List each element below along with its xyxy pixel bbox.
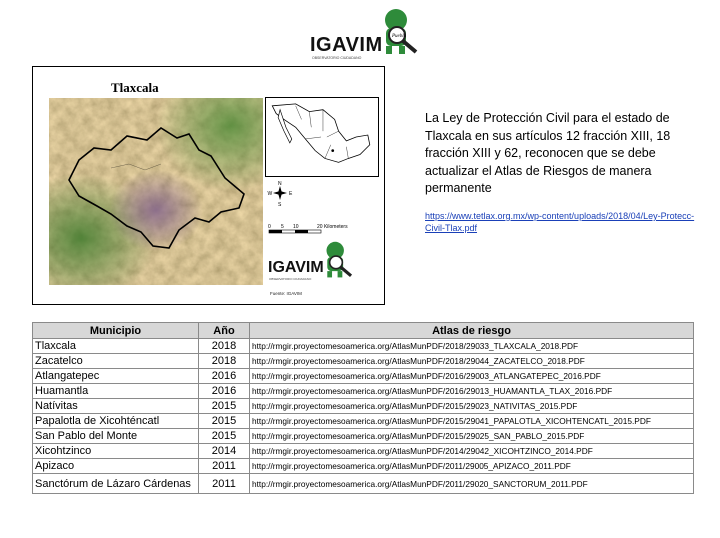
atlas-url-cell[interactable]: http://rmgir.proyectomesoamerica.org/AtlasMunPDF/2015/29025_SAN_PABLO_2015.PDF — [250, 429, 694, 444]
municipio-cell: Papalotla de Xicohténcatl — [33, 414, 199, 429]
svg-text:S: S — [278, 202, 282, 207]
svg-text:N: N — [278, 181, 282, 187]
table-row — [33, 399, 694, 414]
atlas-url-cell[interactable]: http://rmgir.proyectomesoamerica.org/AtlasMunPDF/2011/29005_APIZACO_2011.PDF — [250, 459, 694, 474]
logo-badge: Puebla — [392, 34, 407, 39]
municipio-cell: Xicohtzinco — [33, 444, 199, 459]
municipio-cell: Apizaco — [33, 459, 199, 474]
anio-cell: 2018 — [199, 339, 250, 354]
municipio-cell: Sanctórum de Lázaro Cárdenas — [33, 474, 199, 494]
law-link[interactable]: https://www.tetlax.org.mx/wp-content/uploads/2018/04/Ley-Protecc-Civil-Tlax.pdf — [425, 211, 695, 233]
atlas-url-cell[interactable]: http://rmgir.proyectomesoamerica.org/AtlasMunPDF/2014/29042_XICOHTZINCO_2014.PDF — [250, 444, 694, 459]
municipio-cell: Tlaxcala — [33, 339, 199, 354]
magnifier-mascot-icon — [372, 8, 422, 56]
map-source: Fuente: IGAVIM — [270, 291, 302, 296]
anio-cell: 2018 — [199, 354, 250, 369]
anio-cell: 2016 — [199, 369, 250, 384]
municipio-cell: Zacatelco — [33, 354, 199, 369]
atlas-url-cell[interactable]: http://rmgir.proyectomesoamerica.org/AtlasMunPDF/2011/29020_SANCTORUM_2011.PDF — [250, 474, 694, 494]
magnifier-mascot-icon — [316, 241, 356, 279]
table-row — [33, 474, 694, 494]
svg-text:W: W — [267, 191, 273, 197]
description-text: La Ley de Protección Civil para el estado de Tlaxcala en sus artículos 12 fracción XIII, 18 fracción XIII y 62, reconocen que se debe actualizar el Atlas de Riesgos de manera permanente — [425, 111, 671, 195]
anio-cell: 2011 — [199, 459, 250, 474]
atlas-url-cell[interactable]: http://rmgir.proyectomesoamerica.org/AtlasMunPDF/2015/29023_NATIVITAS_2015.PDF — [250, 399, 694, 414]
municipio-cell: Atlangatepec — [33, 369, 199, 384]
table-row — [33, 354, 694, 369]
column-header-anio: Año — [199, 323, 250, 339]
map-title: Tlaxcala — [111, 80, 159, 95]
table-row — [33, 384, 694, 399]
anio-cell: 2011 — [199, 474, 250, 494]
table-header-row — [33, 323, 694, 339]
atlas-url-cell[interactable]: http://rmgir.proyectomesoamerica.org/AtlasMunPDF/2015/29041_PAPALOTLA_XICOHTENCATL_2015.PDF — [250, 414, 694, 429]
table-row — [33, 459, 694, 474]
municipio-cell: Huamantla — [33, 384, 199, 399]
table-row — [33, 414, 694, 429]
municipio-cell: San Pablo del Monte — [33, 429, 199, 444]
tlaxcala-map-figure: Tlaxcala N W E S 0 5 10 20 Kilometers IGAVIM OBSERVATORIO CIUDADANO Fuente: IGAVIM — [32, 66, 385, 305]
logo-subtitle: OBSERVATORIO CIUDADANO — [312, 56, 362, 60]
atlas-url-cell[interactable]: http://rmgir.proyectomesoamerica.org/AtlasMunPDF/2016/29013_HUAMANTLA_TLAX_2016.PDF — [250, 384, 694, 399]
svg-text:E: E — [289, 191, 293, 197]
atlas-url-cell[interactable]: http://rmgir.proyectomesoamerica.org/AtlasMunPDF/2018/29033_TLAXCALA_2018.PDF — [250, 339, 694, 354]
anio-cell: 2014 — [199, 444, 250, 459]
column-header-atlas: Atlas de riesgo — [250, 323, 694, 339]
anio-cell: 2015 — [199, 414, 250, 429]
mexico-locator-map — [265, 97, 379, 177]
igavim-logo — [310, 8, 425, 60]
table-row — [33, 339, 694, 354]
terrain-relief-map — [49, 98, 263, 285]
anio-cell: 2015 — [199, 399, 250, 414]
anio-cell: 2016 — [199, 384, 250, 399]
logo-text: IGAVIM — [310, 34, 383, 56]
risk-atlas-table — [32, 322, 694, 494]
table-row — [33, 369, 694, 384]
table-row — [33, 444, 694, 459]
municipio-cell: Natívitas — [33, 399, 199, 414]
atlas-url-cell[interactable]: http://rmgir.proyectomesoamerica.org/AtlasMunPDF/2018/29044_ZACATELCO_2018.PDF — [250, 354, 694, 369]
anio-cell: 2015 — [199, 429, 250, 444]
north-arrow-icon — [267, 179, 293, 207]
igavim-map-logo: IGAVIM OBSERVATORIO CIUDADANO — [268, 241, 368, 287]
atlas-url-cell[interactable]: http://rmgir.proyectomesoamerica.org/AtlasMunPDF/2016/29003_ATLANGATEPEC_2016.PDF — [250, 369, 694, 384]
table-row — [33, 429, 694, 444]
column-header-municipio: Municipio — [33, 323, 199, 339]
